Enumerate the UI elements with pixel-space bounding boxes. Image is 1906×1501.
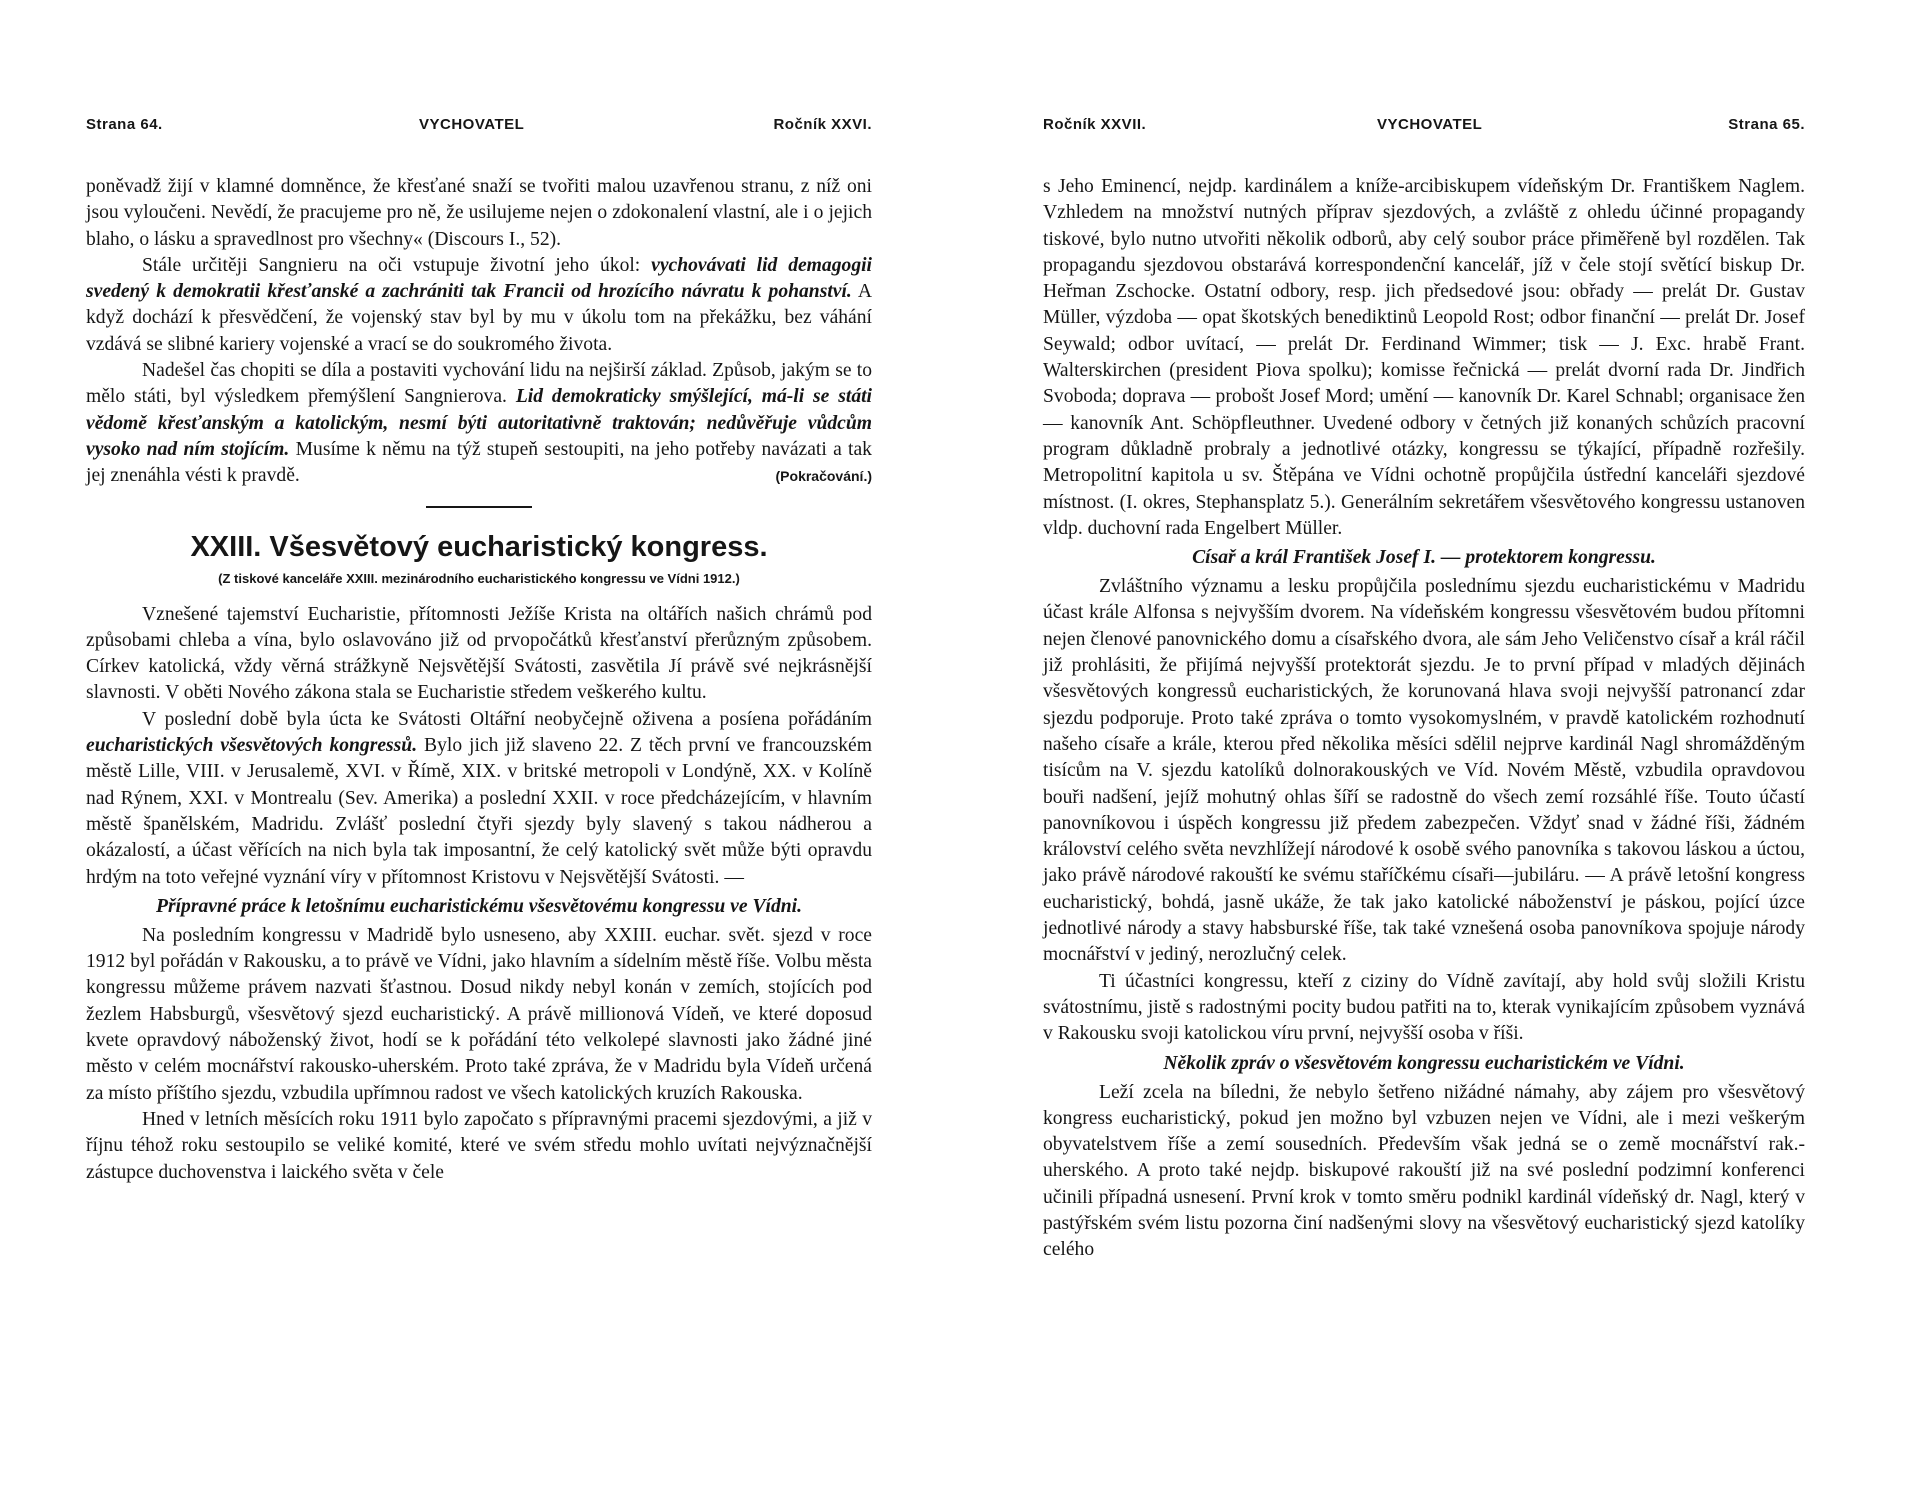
emphasis: vychovávati lid demagogii svedený k demokratii křesťanské a zachrániti tak Francii od hrozícího návratu k pohanství.	[86, 254, 872, 303]
continued-note: (Pokračování.)	[775, 468, 872, 485]
paragraph	[86, 358, 872, 489]
section-heading: Přípravné práce k letošnímu eucharistickému všesvětovému kongressu ve Vídni.	[155, 895, 803, 917]
section-heading: Císař a král František Josef I. — protektorem kongressu.	[1192, 547, 1656, 569]
volume-label: Ročník XXVII.	[1043, 116, 1147, 133]
page-number: Strana 64.	[86, 116, 163, 133]
right-text-column	[1043, 174, 1805, 1264]
text-span: Nadešel čas chopiti se díla a postaviti vychování lidu na nejširší základ. Způsob, jakým se to mělo státi, byl výsledkem přemýšlení Sangnierova.	[86, 360, 872, 408]
paragraph	[86, 707, 872, 891]
section-divider	[426, 506, 532, 508]
paragraph: Leží zcela na bíledni, že nebylo šetřeno nižádné námahy, aby zájem pro všesvětový kongress eucharistický, pokud jen možno byl vzbuzen nejen ve Vídni, ale i mezi veškerým obyvatelstvem říše a zemí sousedních. Především však jedná se o země mocnářství rak.-uherského. A proto také nejdp. biskupové rakouští již na své poslední podzimní konferenci učinili případná usnesení. První krok v tomto směru podnikl kardinál vídeňský dr. Nagl, který v pastýřském svém listu pozorna činí nadšenými slovy na všesvětový eucharistický sjezd katolíky celého	[1043, 1081, 1805, 1261]
left-text-column	[86, 174, 872, 1186]
page-number: Strana 65.	[1728, 116, 1805, 133]
paragraph: Ti účastníci kongressu, kteří z ciziny do Vídně zavítají, aby hold svůj složili Kristu svátostnímu, jistě s radostnými pocity budou patřiti na to, kterak vynikajícím způsobem vyznává v Rakousku svoji katolickou víru první, nejvyšší osoba v říši.	[1043, 970, 1805, 1045]
section-heading: Několik zpráv o všesvětovém kongressu eucharistickém ve Vídni.	[1163, 1052, 1685, 1074]
text-span: Stále určitěji Sangnieru na oči vstupuje životní jeho úkol:	[142, 254, 652, 276]
page-header	[1043, 116, 1805, 138]
emphasis: eucharistických všesvětových kongressů.	[86, 735, 418, 757]
paragraph: Vznešené tajemství Eucharistie, přítomnosti Ježíše Krista na oltářích našich chrámů pod způsobami chleba a vína, bylo oslavováno již od prvopočátků křesťanství přerůzným způsobem. Církev katolická, vždy věrná strážkyně Nejsvětější Svátosti, zasvětila Jí právě své nejkrásnější slavnosti. V oběti Nového zákona stala se Eucharistie středem veškerého kultu.	[86, 603, 872, 704]
journal-title: VYCHOVATEL	[1377, 116, 1483, 133]
emphasis: Lid demokraticky smýšlející, má-li se státi vědomě křesťanským a katolickým, nesmí býti autoritativně traktován; nedůvěřuje vůdcům vysoko nad ním stojícím.	[86, 386, 873, 460]
journal-title: VYCHOVATEL	[419, 116, 525, 133]
page-header	[86, 116, 872, 138]
text-span: Bylo jich již slaveno 22. Z těch první ve francouzském městě Lille, VIII. v Jerusalemě, XVI. v Římě, XIX. v britské metropoli v Londýně, XX. v Kolíně nad Rýnem, XXI. v Montrealu (Sev. Amerika) a poslední XXII. v roce předcházejícím, v hlavním městě španělském, Madridu. Zvlášť poslední čtyři sjezdy byly slavený s takou nádherou a okázalostí, a účast věřících na nich byla tak imposantní, že celý katolický svět může býti opravdu hrdým na toto veřejné vyznání víry v přítomnost Kristovu v Nejsvětější Svátosti. —	[86, 735, 872, 888]
text-span: Musíme k němu na týž stupeň sestoupiti, na jeho potřeby navázati a tak jej znenáhla vésti k pravdě.	[86, 438, 872, 487]
article-subtitle: (Z tiskové kanceláře XXIII. mezinárodního eucharistického kongressu ve Vídni 1912.)	[218, 570, 740, 586]
paragraph: Na posledním kongressu v Madridě bylo usneseno, aby XXIII. euchar. svět. sjezd v roce 1912 byl pořádán v Rakousku, a to právě ve Vídni, jako hlavním a sídelním městě říše. Volbu města kongressu můžeme právem nazvati šťastnou. Dosud nikdy nebyl konán v zemích, stojících pod žezlem Habsburgů, všesvětový sjezd eucharistický. A právě millionová Vídeň, ve které doposud kvete opravdový náboženský život, hodí se k pořádání této velkolepé slavnosti jako žádné jiné město v celém mocnářství rakousko-uherském. Proto také zpráva, že v Madridu byla Vídeň určená za místo příštího sjezdu, vzbudila upřímnou radost ve všech katolických kruzích Rakouska.	[86, 924, 872, 1104]
paragraph	[86, 253, 872, 358]
text-span: A když dochází k přesvědčení, že vojenský stav byl by mu v úkolu tom na překážku, bez váhání vzdává se slibné kariery vojenské a vrací se do soukromého života.	[86, 281, 873, 355]
paragraph: Hned v letních měsících roku 1911 bylo započato s přípravnými pracemi sjezdovými, a již v říjnu téhož roku sestoupilo se veliké komité, které ve svém středu mohlo uvítati nejvýznačnější zástupce duchovenstva i laického světa v čele	[86, 1108, 872, 1183]
paragraph: poněvadž žijí v klamné domněnce, že křesťané snaží se tvořiti malou uzavřenou stranu, z níž oni jsou vyloučeni. Nevědí, že pracujeme pro ně, že usilujeme nejen o zdokonalení vlastní, ale i o jejich blaho, o lásku a spravedlnost pro všechny« (Discours I., 52).	[86, 176, 872, 250]
paragraph: Zvláštního významu a lesku propůjčila poslednímu sjezdu eucharistickému v Madridu účast krále Alfonsa s nejvyšším dvorem. Na vídeňském kongressu všesvětovém budou přítomni nejen členové panovnického domu a císařského dvora, ale sám Jeho Veličenstvo císař a král ráčil již prohlásiti, že přijímá nejvyšší protektorát sjezdu. Je to první případ v mladých dějinách všesvětových kongressů eucharistických, že korunovaná hlava svoji nejvyšší patronancí zdar sjezdu podporuje. Proto také zpráva o tomto vysokomyslném, v pravdě katolickém rozhodnutí našeho císaře a krále, kterou před několika měsíci sdělil nejprve kardinál Nagl shromážděným tisícům na V. sjezdu katolíků dolnorakouských ve Víd. Novém Městě, vzbudila opravdovou bouři nadšení, jejíž mohutný ohlas šíří se radostně do všech zemí rozsáhlé říše. Touto účastí panovníkovou i úspěch kongressu již předem zabezpečen. Vždyť snad v žádné říši, žádném království celého světa nevzhlížejí národové k osobě svého panovníka s takovou láskou a úctou, jako právě národové rakouští ke svému staříčkému císaři—jubiláru. — A právě letošní kongress eucharistický, bohdá, jasně ukáže, že tak jako katolické náboženství je páskou, pojící úzce jednotlivé národy a stavy habsburské říše, tak také vznešená osoba panovníkova spojuje národy mocnářství v jediný, nerozlučný celek.	[1043, 576, 1805, 966]
article-title: XXIII. Všesvětový eucharistický kongress.	[190, 530, 768, 563]
paragraph: s Jeho Eminencí, nejdp. kardinálem a kníže-arcibiskupem vídeňským Dr. Františkem Naglem. Vzhledem na množství nutných příprav sjezdových, a zvláště z ohledu účinné propagandy tiskové, bylo nutno utvořiti několik odborů, aby celý soubor práce přiměřeně byl rozdělen. Tak propagandu sjezdovou obstarává korrespondenční kancelář, jíž v čele stojí světící biskup Dr. Heřman Zschocke. Ostatní odbory, resp. jich předsedové jsou: obřady — prelát Dr. Gustav Müller, výzdoba — opat škotských benediktinů Leopold Rost; odbor finanční — prelát Dr. Josef Seywald; odbor uvítací, — prelát Dr. Ferdinand Wimmer; tisk — J. Exc. hrabě Frant. Walterskirchen (president Piova spolku); komisse řečnická — prelát dvorní rada Dr. Jindřich Svoboda; doprava — probošt Josef Mord; umění — kanovník Dr. Karel Schnabl; organisace žen — kanovník Ant. Schöpfleuthner. Uvedené odbory v četných již konaných schůzích pracovní program důkladně probraly a jednotlivé otázky, kongressu se týkající, případně rozřešily. Metropolitní kapitola u sv. Štěpána ve Vídni ochotně propůjčila ústřední kanceláři sjezdové místnost. (I. okres, Stephansplatz 5.). Generálním sekretářem všesvětového kongressu ustanoven vldp. duchovní rada Engelbert Müller.	[1043, 176, 1805, 539]
right-page	[953, 0, 1906, 1501]
volume-label: Ročník XXVI.	[773, 116, 872, 133]
text-span: V poslední době byla úcta ke Svátosti Oltářní neobyčejně oživena a posíena pořádáním	[142, 708, 872, 730]
